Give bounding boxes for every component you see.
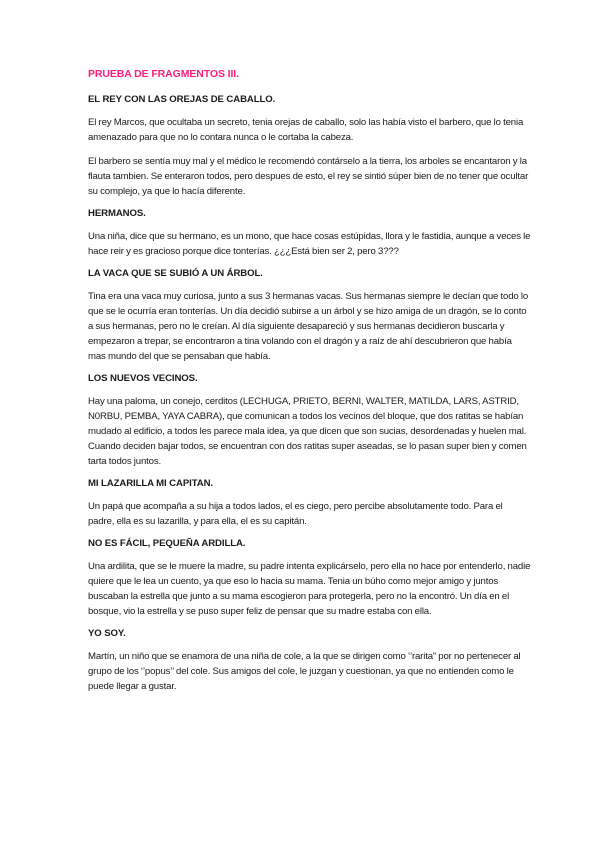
section-la-vaca bbox=[88, 268, 531, 364]
section-heading: EL REY CON LAS OREJAS DE CABALLO. bbox=[88, 94, 276, 105]
section-paragraph: Una ardilita, que se le muere la madre, su padre intenta explicárselo, pero ella no hace por entenderlo, nadie quiere que le lea un cuento, ya que eso lo hacia su mama. Tenia un búho como mejor amigo y juntos buscaban la estrella que junto a su mama escogieron para protegerla, pero no la encontró. Un día en el bosque, vio la estrella y se puso super feliz de pensar que su madre estaba con ella. bbox=[88, 561, 531, 617]
section-mi-lazarilla bbox=[88, 478, 531, 529]
section-paragraph: Un papá que acompaña a su hija a todos lados, el es ciego, pero percibe absolutamente todo. Para el padre, ella es su lazarilla, y para ella, el es su capitán. bbox=[88, 501, 503, 527]
section-el-rey bbox=[88, 94, 531, 199]
section-paragraph: El barbero se sentía muy mal y el médico le recomendó contárselo a la tierra, los arboles se encantaron y la flauta tambien. Se enteraron todos, pero despues de esto, el rey se sintió súper bien de no tener que ocultar su complejo, ya que lo hacía diferente. bbox=[88, 156, 529, 197]
section-nuevos-vecinos bbox=[88, 373, 531, 469]
section-paragraph: Una niña, dice que su hermano, es un mono, que hace cosas estúpidas, llora y le fastidia, aunque a veces le hace reir y es gracioso porque dice tonterías. ¿¿¿Está bien ser 2, pero 3??? bbox=[88, 231, 531, 257]
section-heading: NO ES FÁCIL, PEQUEÑA ARDILLA. bbox=[88, 538, 246, 549]
section-heading: LOS NUEVOS VECINOS. bbox=[88, 373, 198, 384]
section-hermanos bbox=[88, 208, 531, 259]
section-heading: LA VACA QUE SE SUBIÓ A UN ÁRBOL. bbox=[88, 268, 263, 279]
section-paragraph: Tina era una vaca muy curiosa, junto a sus 3 hermanas vacas. Sus hermanas siempre le decían que todo lo que se le ocurría eran tonterías. Un día decidió subirse a un árbol y se hizo amiga de un dragón, se lo conto a sus hermanas, pero no le creían. Al día siguiente desapareció y sus hermanas decidieron buscarla y empezaron a trepar, se encontraron a tina volando con el dragón y a raíz de ahí descubrieron que había mas mundo del que se pensaban que había. bbox=[88, 291, 529, 362]
document-title: PRUEBA DE FRAGMENTOS III. bbox=[88, 68, 239, 80]
section-heading: HERMANOS. bbox=[88, 208, 146, 219]
section-paragraph: Hay una paloma, un conejo, cerditos (LECHUGA, PRIETO, BERNI, WALTER, MATILDA, LARS, ASTRID, N0RBU, PEMBA, YAYA CABRA), que comunican a todos los vecinos del bloque, que dos ratitas se habían mudado al edificio, a todos les parece mala idea, ya que dicen que son sucias, desordenadas y huelen mal. Cuando deciden bajar todos, se encuentran con dos ratitas super aseadas, se lo pasan super bien y comen tarta todos juntos. bbox=[88, 396, 527, 467]
section-yo-soy bbox=[88, 628, 531, 694]
section-paragraph: Martín, un niño que se enamora de una niña de cole, a la que se dirigen como ‘’rarita” por no pertenecer al grupo de los ‘’popus’’ del cole. Sus amigos del cole, le juzgan y cuestionan, ya que no entienden como le puede llegar a gustar. bbox=[88, 651, 521, 692]
section-heading: MI LAZARILLA MI CAPITAN. bbox=[88, 478, 213, 489]
section-pequena-ardilla bbox=[88, 538, 531, 619]
section-paragraph: El rey Marcos, que ocultaba un secreto, tenia orejas de caballo, solo las había visto el barbero, que lo tenia amenazado para que no lo contara nunca o le cortaba la cabeza. bbox=[88, 117, 524, 143]
section-heading: YO SOY. bbox=[88, 628, 126, 639]
